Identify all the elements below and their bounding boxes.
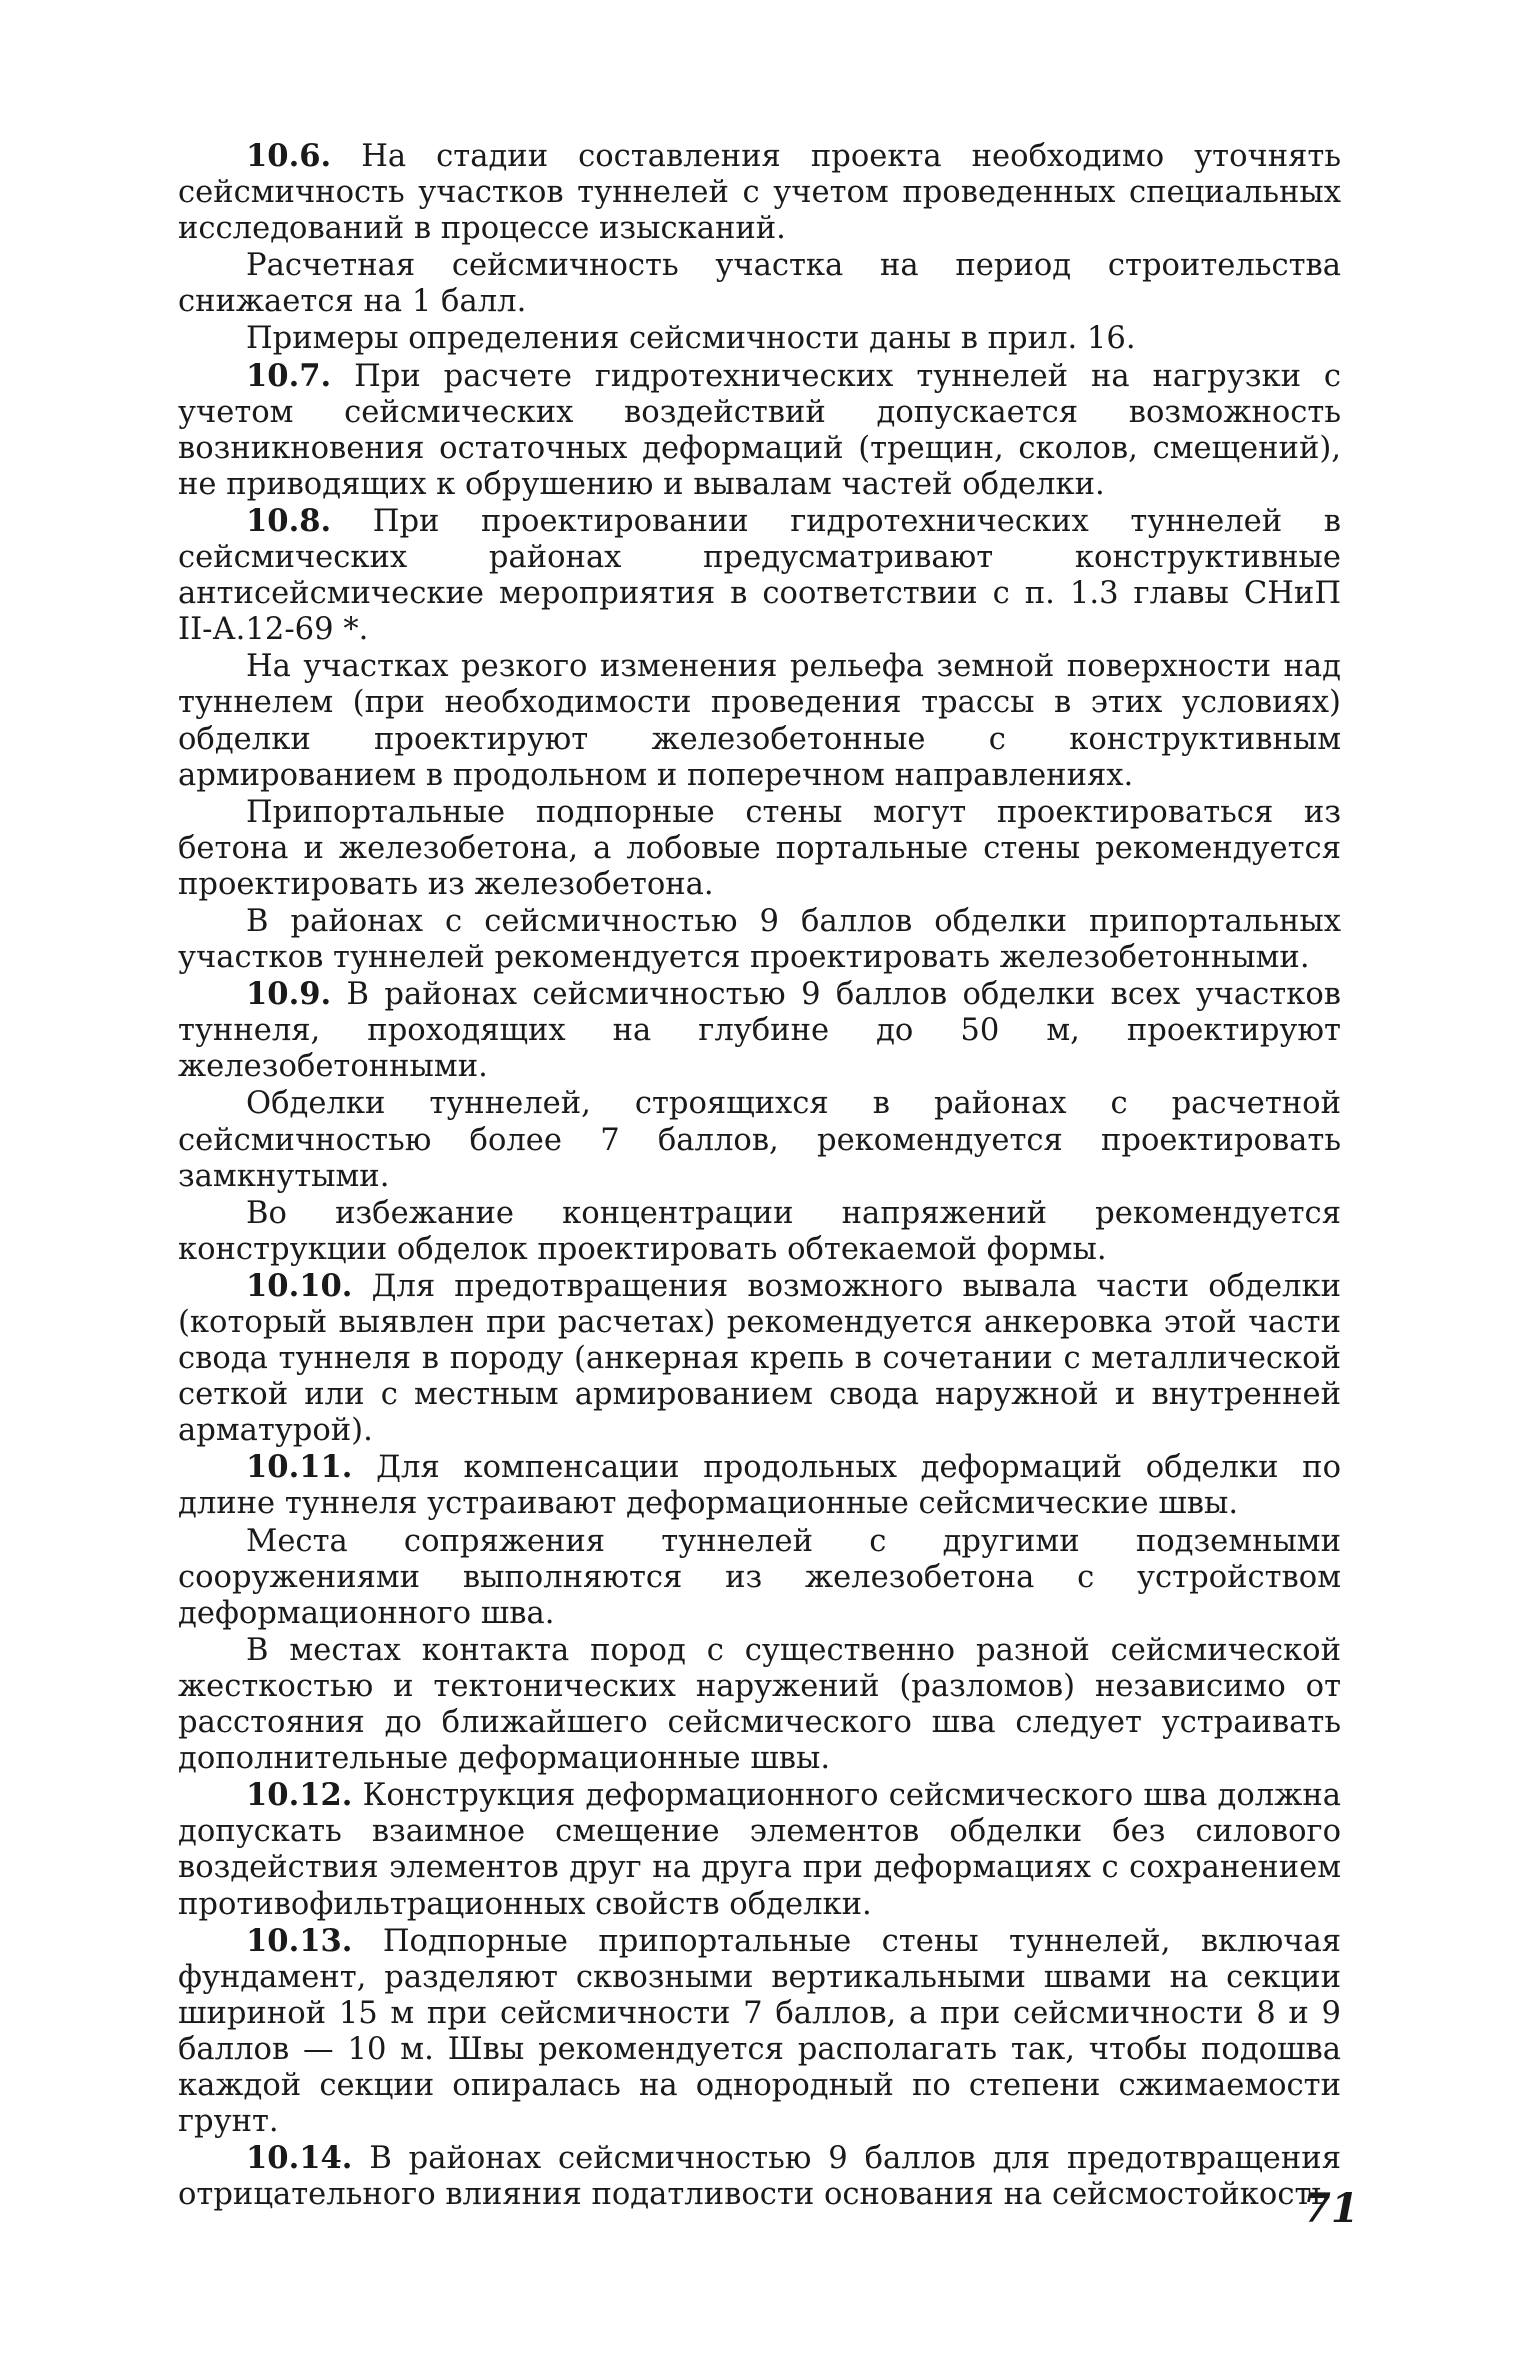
paragraph-9-point-portal (178, 903, 1341, 976)
paragraph-text: Припортальные подпорные стены могут проектироваться из бетона и железобетона, а лобовые портальные стены рекомендуется проектировать из железобетона. (178, 794, 1341, 902)
paragraph-10-7 (178, 358, 1341, 503)
paragraph-10-11 (178, 1449, 1341, 1522)
paragraph-10-12 (178, 1777, 1341, 1922)
paragraph-text: Места сопряжения туннелей с другими подземными сооружениями выполняются из железобетона с устройством деформационного шва. (178, 1523, 1341, 1631)
clause-number: 10.7. (246, 357, 332, 394)
paragraph-10-6 (178, 138, 1341, 247)
paragraph-junctions (178, 1523, 1341, 1632)
page-number: 71 (1303, 2185, 1359, 2232)
paragraph-seismicity-reduction (178, 247, 1341, 320)
paragraph-text: В районах сейсмичностью 9 баллов обделки всех участков туннеля, проходящих на глубине до 50 м, проектируют железобетонными. (178, 977, 1341, 1085)
clause-number: 10.8. (246, 502, 332, 539)
paragraph-text: Примеры определения сейсмичности даны в прил. 16. (246, 321, 1136, 357)
paragraph-text: В районах с сейсмичностью 9 баллов обделки припортальных участков туннелей рекомендуется проектировать железобетонными. (178, 903, 1341, 976)
clause-number: 10.13. (246, 1922, 353, 1959)
paragraph-text: При проектировании гидротехнических туннелей в сейсмических районах предусматривают конструктивные антисейсмические мероприятия в соответствии с п. 1.3 главы СНиП II-А.12-69 *. (178, 503, 1341, 648)
paragraph-text: В районах сейсмичностью 9 баллов для предотвращения отрицательного влияния податливости основания на сейсмостойкость (178, 2141, 1341, 2213)
paragraph-text: Расчетная сейсмичность участка на период строительства снижается на 1 балл. (178, 248, 1341, 320)
paragraph-portal-walls (178, 794, 1341, 903)
paragraph-text: В местах контакта пород с существенно разной сейсмической жесткостью и тектонических наружений (разломов) независимо от расстояния до ближайшего сейсмического шва следует устраивать дополнительные деформационные швы. (178, 1632, 1341, 1777)
paragraph-relief-change (178, 648, 1341, 793)
clause-number: 10.11. (246, 1449, 353, 1486)
clause-number: 10.9. (246, 976, 332, 1013)
clause-number: 10.12. (246, 1777, 353, 1814)
paragraph-text: Обделки туннелей, строящихся в районах с расчетной сейсмичностью более 7 баллов, рекомендуется проектировать замкнутыми. (178, 1086, 1341, 1194)
clause-number: 10.14. (246, 2140, 353, 2177)
paragraph-text: Для компенсации продольных деформаций обделки по длине туннеля устраивают деформационные сейсмические швы. (178, 1450, 1341, 1522)
document-body (178, 138, 1341, 2213)
paragraph-closed-linings (178, 1085, 1341, 1194)
paragraph-text: На стадии составления проекта необходимо уточнять сейсмичность участков туннелей с учетом проведенных специальных исследований в процессе изысканий. (178, 139, 1341, 247)
clause-number: 10.6. (246, 138, 332, 174)
paragraph-10-14 (178, 2140, 1341, 2213)
paragraph-text: Подпорные припортальные стены туннелей, включая фундамент, разделяют сквозными вертикальными швами на секции шириной 15 м при сейсмичности 7 баллов, а при сейсмичности 8 и 9 баллов — 10 м. Швы рекомендуется располагать так, чтобы подошва каждой секции опиралась на однородный по степени сжимаемости грунт. (178, 1923, 1341, 2140)
paragraph-rock-contacts (178, 1632, 1341, 1777)
paragraph-text: При расчете гидротехнических туннелей на нагрузки с учетом сейсмических воздействий допускается возможность возникновения остаточных деформаций (трещин, сколов, смещений), не приводящих к обрушению и вывалам частей обделки. (178, 358, 1341, 502)
paragraph-text: Для предотвращения возможного вывала части обделки (который выявлен при расчетах) рекомендуется анкеровка этой части свода туннеля в породу (анкерная крепь в сочетании с металлической сеткой или с местным армированием свода наружной и внутренней арматурой). (178, 1268, 1341, 1449)
paragraph-text: Конструкция деформационного сейсмического шва должна допускать взаимное смещение элементов обделки без силового воздействия элементов друг на друга при деформациях с сохранением противофильтрационных свойств обделки. (178, 1778, 1341, 1922)
paragraph-text: На участках резкого изменения рельефа земной поверхности над туннелем (при необходимости проведения трассы в этих условиях) обделки проектируют железобетонные с конструктивным армированием в продольном и поперечном направлениях. (178, 649, 1341, 793)
paragraph-examples (178, 320, 1341, 357)
paragraph-10-13 (178, 1923, 1341, 2141)
paragraph-10-10 (178, 1268, 1341, 1449)
paragraph-streamlined-form (178, 1195, 1341, 1268)
paragraph-text: Во избежание концентрации напряжений рекомендуется конструкции обделок проектировать обтекаемой формы. (178, 1195, 1341, 1267)
paragraph-10-9 (178, 976, 1341, 1085)
paragraph-10-8 (178, 503, 1341, 648)
clause-number: 10.10. (246, 1267, 353, 1304)
